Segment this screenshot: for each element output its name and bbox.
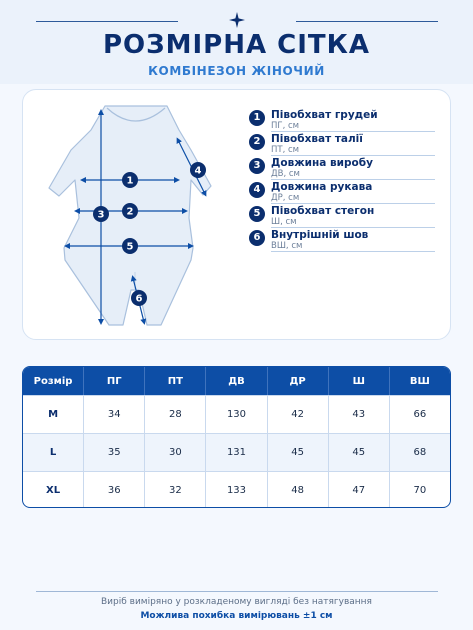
footer-note: Виріб виміряно у розкладеному вигляді без натягування — [101, 597, 372, 607]
marker-1 — [122, 172, 138, 188]
svg-text:2: 2 — [126, 206, 134, 218]
table-row — [23, 395, 450, 433]
page-header — [0, 0, 473, 84]
table-cell: 34 — [83, 396, 144, 433]
table-cell: 130 — [205, 396, 266, 433]
svg-text:3: 3 — [97, 209, 105, 221]
legend-name: Внутрішній шов — [271, 229, 369, 241]
marker-3 — [93, 206, 109, 222]
legend-number: 1 — [249, 110, 265, 126]
legend-item — [247, 108, 443, 132]
column-header-size: Розмір — [33, 375, 73, 387]
table-cell: 131 — [205, 434, 266, 471]
svg-text:1: 1 — [126, 175, 134, 187]
measurement-legend — [247, 108, 443, 252]
legend-name: Півобхват талії — [271, 133, 363, 145]
footer-rule — [36, 591, 438, 592]
table-cell: 32 — [144, 472, 205, 508]
footer-tolerance: Можлива похибка вимірювань ±1 см — [140, 611, 333, 621]
table-cell: 133 — [205, 472, 266, 508]
legend-item — [247, 204, 443, 228]
legend-item — [247, 132, 443, 156]
table-cell: 43 — [328, 396, 389, 433]
size-cell: M — [48, 409, 59, 420]
measurement-card — [22, 89, 451, 340]
column-header-pt: ПТ — [144, 367, 205, 395]
table-cell: 47 — [328, 472, 389, 508]
legend-abbr: Ш, см — [271, 217, 297, 227]
table-row — [23, 471, 450, 508]
table-cell: 48 — [267, 472, 328, 508]
legend-abbr: ПГ, см — [271, 121, 300, 131]
column-header-sh: Ш — [328, 367, 389, 395]
svg-text:4: 4 — [194, 165, 202, 177]
table-header-row — [23, 367, 450, 395]
column-header-pg: ПГ — [83, 367, 144, 395]
header-rule-left — [36, 21, 178, 22]
size-cell: XL — [46, 485, 61, 496]
legend-number: 4 — [249, 182, 265, 198]
legend-abbr: ДР, см — [271, 193, 300, 203]
svg-text:6: 6 — [135, 293, 143, 305]
table-cell: 68 — [389, 434, 450, 471]
header-rule-right — [296, 21, 438, 22]
table-cell: 45 — [328, 434, 389, 471]
table-cell: 36 — [83, 472, 144, 508]
legend-abbr: ВШ, см — [271, 241, 303, 251]
legend-abbr: ПТ, см — [271, 145, 300, 155]
legend-abbr: ДВ, см — [271, 169, 300, 179]
legend-number: 3 — [249, 158, 265, 174]
legend-name: Довжина виробу — [271, 157, 373, 169]
column-header-dr: ДР — [267, 367, 328, 395]
legend-name: Півобхват стегон — [271, 205, 375, 217]
marker-2 — [122, 203, 138, 219]
legend-divider — [271, 251, 435, 252]
size-table — [22, 366, 451, 508]
size-cell: L — [49, 447, 57, 458]
sparkle-icon — [229, 12, 245, 28]
table-cell: 35 — [83, 434, 144, 471]
table-row — [23, 433, 450, 471]
legend-name: Довжина рукава — [271, 181, 373, 193]
legend-item — [247, 156, 443, 180]
legend-item — [247, 180, 443, 204]
marker-6 — [131, 290, 147, 306]
table-cell: 30 — [144, 434, 205, 471]
legend-number: 5 — [249, 206, 265, 222]
column-header-vsh: ВШ — [389, 367, 450, 395]
marker-5 — [122, 238, 138, 254]
marker-4 — [190, 162, 206, 178]
table-cell: 42 — [267, 396, 328, 433]
legend-name: Півобхват грудей — [271, 109, 378, 121]
page-subtitle: КОМБІНЕЗОН ЖІНОЧИЙ — [148, 64, 325, 78]
table-cell: 28 — [144, 396, 205, 433]
jumpsuit-figure — [43, 100, 218, 330]
column-header-dv: ДВ — [205, 367, 266, 395]
legend-number: 2 — [249, 134, 265, 150]
page-title: РОЗМІРНА СІТКА — [102, 30, 371, 60]
table-cell: 45 — [267, 434, 328, 471]
table-cell: 66 — [389, 396, 450, 433]
svg-text:5: 5 — [126, 241, 134, 253]
legend-number: 6 — [249, 230, 265, 246]
table-cell: 70 — [389, 472, 450, 508]
legend-item — [247, 228, 443, 252]
